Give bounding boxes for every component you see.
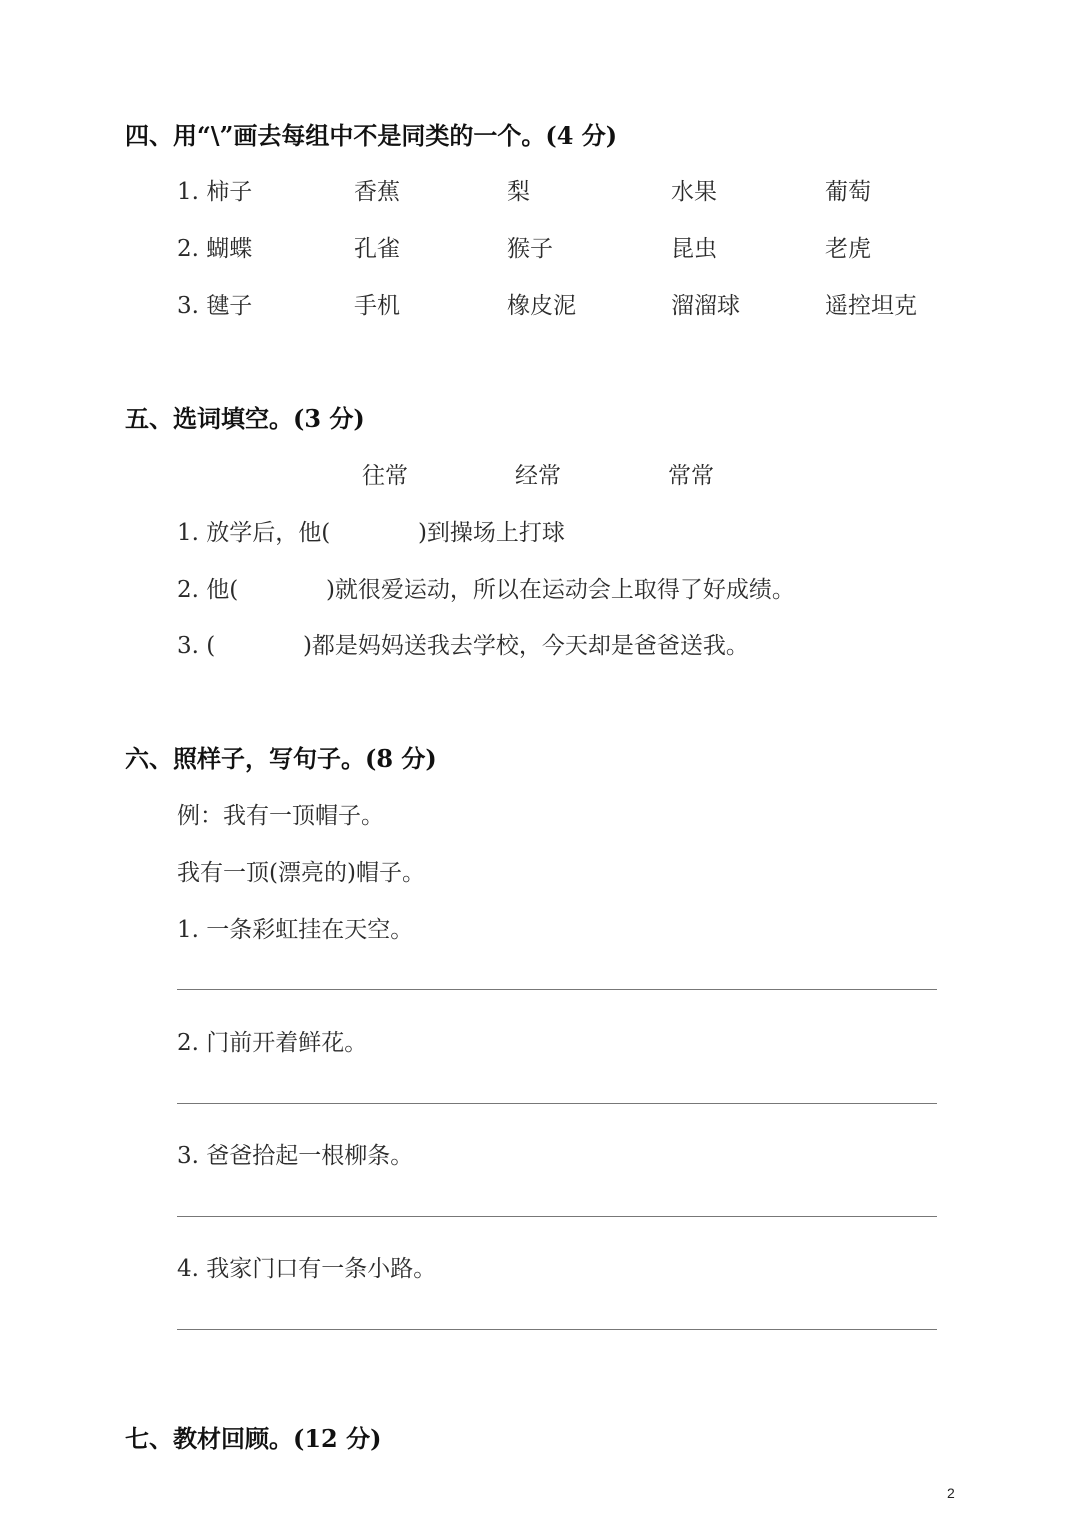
s4-row2-item4: 昆虫 [671, 236, 717, 262]
s4-row3-item4: 溜溜球 [671, 293, 740, 319]
s6-example-label: 例：我有一顶帽子。 [177, 803, 384, 829]
s4-row1-item3: 梨 [507, 179, 530, 205]
section-4-heading: 四、用“\”画去每组中不是同类的一个。(4 分) [125, 121, 618, 150]
s4-row3-item5: 遥控坦克 [825, 293, 917, 319]
s6-answer-line-4[interactable] [177, 1329, 937, 1330]
s5-item-1: 1. 放学后，他( )到操场上打球 [177, 520, 565, 546]
section-5-heading: 五、选词填空。(3 分) [125, 404, 365, 433]
s6-example-answer: 我有一顶(漂亮的)帽子。 [177, 860, 425, 886]
s6-answer-line-1[interactable] [177, 989, 937, 990]
section-7-heading: 七、教材回顾。(12 分) [125, 1424, 382, 1453]
s4-row3-item1: 3. 毽子 [177, 293, 253, 319]
s6-answer-line-3[interactable] [177, 1216, 937, 1217]
s6-item-2: 2. 门前开着鲜花。 [177, 1030, 368, 1056]
s6-item-3: 3. 爸爸拾起一根柳条。 [177, 1143, 414, 1169]
s6-answer-line-2[interactable] [177, 1103, 937, 1104]
page-number: 2 [947, 1485, 955, 1501]
section-6-heading: 六、照样子，写句子。(8 分) [125, 744, 437, 773]
s4-row2-item3: 猴子 [507, 236, 553, 262]
s4-row3-item3: 橡皮泥 [507, 293, 576, 319]
s6-item-1: 1. 一条彩虹挂在天空。 [177, 917, 414, 943]
s4-row1-item1: 1. 柿子 [177, 179, 253, 205]
s5-word-3: 常常 [668, 463, 714, 489]
s4-row2-item2: 孔雀 [354, 236, 400, 262]
s4-row2-item5: 老虎 [825, 236, 871, 262]
s4-row2-item1: 2. 蝴蝶 [177, 236, 253, 262]
s4-row3-item2: 手机 [354, 293, 400, 319]
s5-word-2: 经常 [515, 463, 561, 489]
s5-item-3: 3. ( )都是妈妈送我去学校，今天却是爸爸送我。 [177, 633, 749, 659]
s4-row1-item5: 葡萄 [825, 179, 871, 205]
s4-row1-item2: 香蕉 [354, 179, 400, 205]
s5-item-2: 2. 他( )就很爱运动，所以在运动会上取得了好成绩。 [177, 577, 795, 603]
s6-item-4: 4. 我家门口有一条小路。 [177, 1256, 437, 1282]
s5-word-1: 往常 [362, 463, 408, 489]
s4-row1-item4: 水果 [671, 179, 717, 205]
